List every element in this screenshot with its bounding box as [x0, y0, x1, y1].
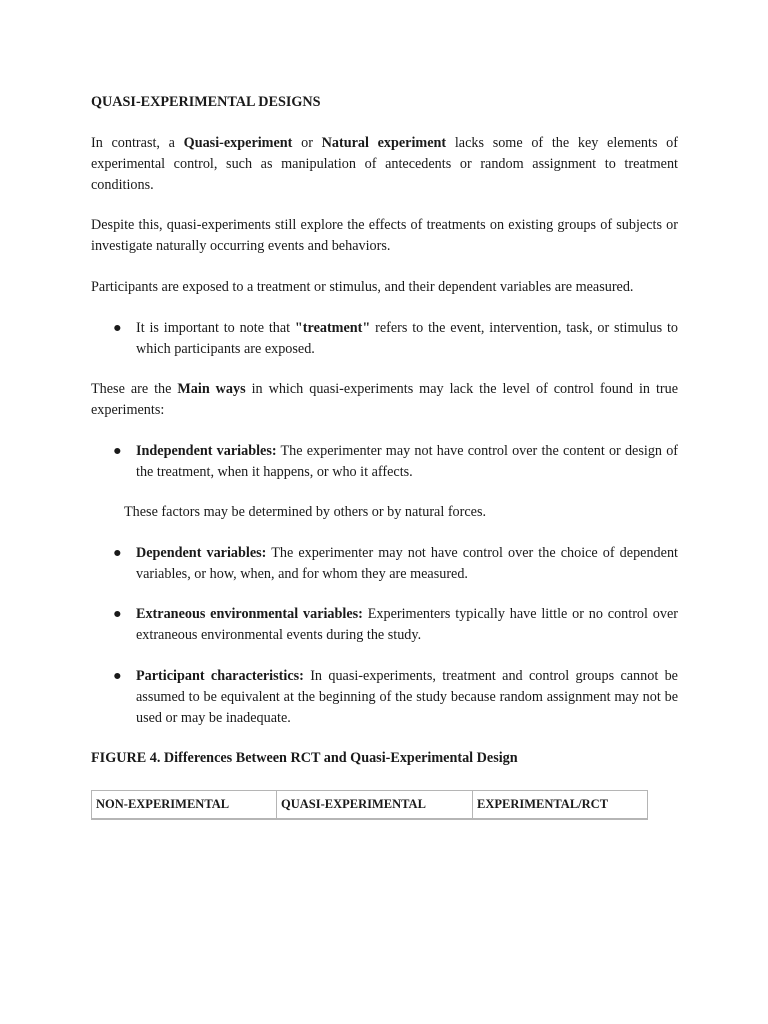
item-text: In quasi-experiments, treatment and control groups cannot be assumed to be equivalent at the beginning of the study because random assignment may not be used or may be inadequate. — [136, 668, 678, 726]
intro-text-3: lacks some of the key elements of experimental control, such as manipulation of antecedents or random assignment to treatment conditions. — [91, 135, 678, 193]
term-quasi-experiment: Quasi-experiment — [183, 135, 293, 151]
intro-paragraph — [91, 133, 678, 196]
bullet-icon: ● — [113, 668, 122, 684]
note-text-1: It is important to note that — [136, 320, 295, 336]
participants-paragraph: Participants are exposed to a treatment or stimulus, and their dependent variables are measured. — [91, 279, 634, 295]
item-label: Independent variables: — [136, 443, 277, 459]
table-header-cell: EXPERIMENTAL/RCT — [473, 791, 648, 820]
factors-note: These factors may be determined by others or by natural forces. — [124, 504, 487, 520]
main-ways-text-2: in which quasi-experiments may lack the level of control found in true experiments: — [91, 381, 678, 418]
note-text-2: refers to the event, intervention, task, or stimulus to which participants are exposed. — [136, 320, 679, 357]
table-header-cell: NON-EXPERIMENTAL — [92, 791, 277, 820]
item-label: Extraneous environmental variables: — [136, 606, 363, 622]
bullet-icon: ● — [113, 545, 122, 561]
despite-paragraph: Despite this, quasi-experiments still explore the effects of treatments on existing groups of subjects or investigate naturally occurring events and behaviors. — [91, 217, 678, 254]
comparison-table — [91, 790, 648, 820]
bullet-icon: ● — [113, 320, 122, 336]
main-ways-paragraph — [91, 379, 678, 421]
main-ways-text-1: These are the — [91, 381, 178, 397]
treatment-note — [136, 318, 678, 360]
section-heading: QUASI-EXPERIMENTAL DESIGNS — [91, 94, 321, 110]
item-label: Dependent variables: — [136, 545, 267, 561]
intro-text-1: In contrast, a — [91, 135, 184, 151]
list-item-participant — [136, 666, 678, 729]
list-item-extraneous — [136, 604, 678, 646]
item-text: The experimenter may not have control over the content or design of the treatment, when it happens, or who it affects. — [136, 443, 679, 480]
figure-caption: FIGURE 4. Differences Between RCT and Quasi-Experimental Design — [91, 750, 518, 766]
table-header-cell: QUASI-EXPERIMENTAL — [277, 791, 473, 820]
list-item-independent — [136, 441, 678, 483]
item-label: Participant characteristics: — [136, 668, 304, 684]
term-main-ways: Main ways — [177, 381, 246, 397]
table-header-row — [92, 791, 648, 820]
bullet-icon: ● — [113, 443, 122, 459]
item-text: The experimenter may not have control over the choice of dependent variables, or how, when, and for whom they are measured. — [136, 545, 678, 582]
list-item-dependent — [136, 543, 678, 585]
intro-text-2: or — [292, 135, 322, 151]
item-text: Experimenters typically have little or no control over extraneous environmental events during the study. — [136, 606, 678, 643]
bullet-icon: ● — [113, 606, 122, 622]
term-natural-experiment: Natural experiment — [321, 135, 447, 151]
term-treatment: "treatment" — [294, 320, 371, 336]
